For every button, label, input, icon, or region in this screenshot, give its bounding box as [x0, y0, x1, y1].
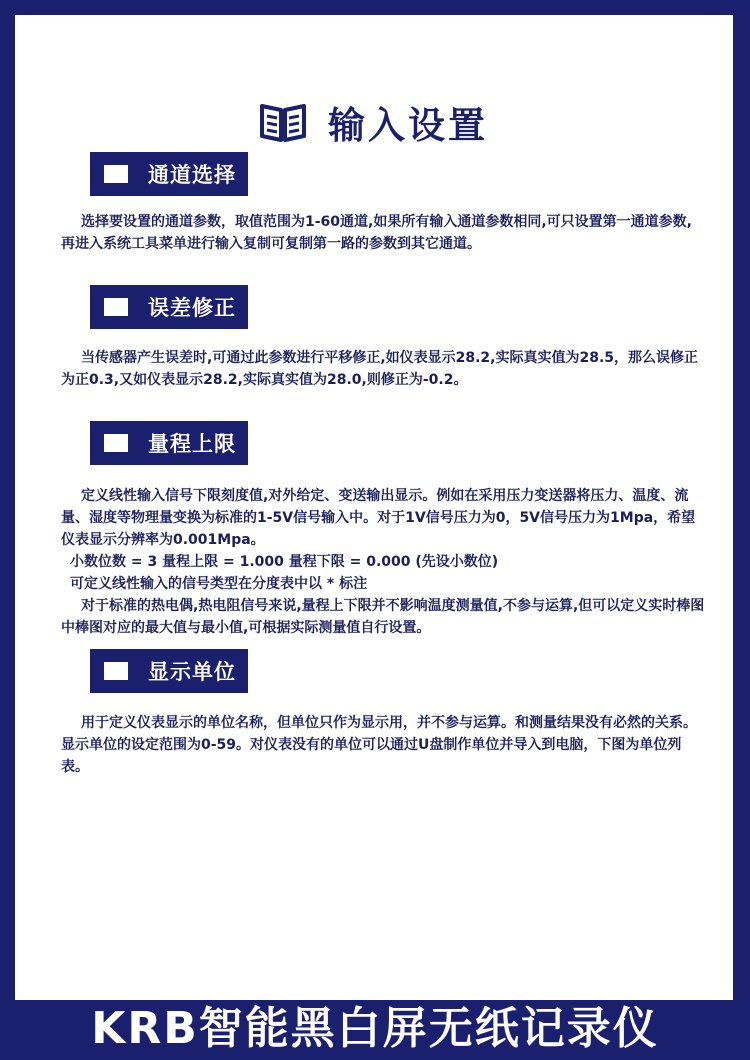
section-heading-label: 显示单位	[148, 660, 236, 684]
section-heading-label: 量程上限	[148, 432, 236, 456]
paragraph: 当传感器产生误差时,可通过此参数进行平移修正,如仪表显示28.2,实际真实值为28.5，那么误修正为正0.3,又如仪表显示28.2,实际真实值为28.0,则修正为-0.2。	[61, 350, 699, 388]
book-icon	[260, 102, 306, 142]
section-heading-label: 误差修正	[148, 296, 236, 320]
footer-title: KRB智能黑白屏无纸记录仪	[91, 1003, 659, 1054]
paragraph: 用于定义仪表显示的单位名称，但单位只作为显示用，并不参与运算。和测量结果没有必然的关系。显示单位的设定范围为0-59。对仪表没有的单位可以通过U盘制作单位并导入到电脑，下图为单位列表。	[61, 715, 697, 775]
square-icon	[104, 298, 128, 316]
section-heading-range-upper	[90, 421, 248, 465]
square-icon	[104, 165, 128, 183]
content-panel	[15, 15, 733, 1000]
section-body-channel	[61, 211, 705, 255]
paragraph: 对于标准的热电偶,热电阻信号来说,量程上下限并不影响温度测量值,不参与运算,但可以定义实时棒图中棒图对应的最大值与最小值,可根据实际测量值自行设置。	[61, 598, 705, 636]
paragraph: 定义线性输入信号下限刻度值,对外给定、变送输出显示。例如在采用压力变送器将压力、温度、流量、湿度等物理量变换为标准的1-5V信号输入中。对于1V信号压力为0，5V信号压力为1Mpa，希望仪表显示分辨率为0.001Mpa。	[61, 488, 696, 548]
square-icon	[104, 662, 128, 680]
paragraph: 可定义线性输入的信号类型在分度表中以 * 标注	[70, 576, 368, 592]
paragraph: 小数位数 = 3 量程上限 = 1.000 量程下限 = 0.000 (先设小数位)	[70, 554, 499, 570]
section-body-display-unit	[61, 712, 705, 778]
square-icon	[104, 434, 128, 452]
page-title: 输入设置	[328, 104, 488, 147]
section-heading-error-correction	[90, 285, 248, 329]
section-heading-label: 通道选择	[148, 163, 236, 187]
section-body-range-upper	[61, 485, 705, 639]
section-heading-display-unit	[90, 649, 248, 693]
title-row	[15, 95, 733, 149]
paragraph: 选择要设置的通道参数，取值范围为1-60通道,如果所有输入通道参数相同,可只设置第一通道参数,再进入系统工具菜单进行输入复制可复制第一路的参数到其它通道。	[61, 214, 692, 252]
section-body-error-correction	[61, 347, 705, 391]
section-heading-channel	[90, 152, 248, 196]
